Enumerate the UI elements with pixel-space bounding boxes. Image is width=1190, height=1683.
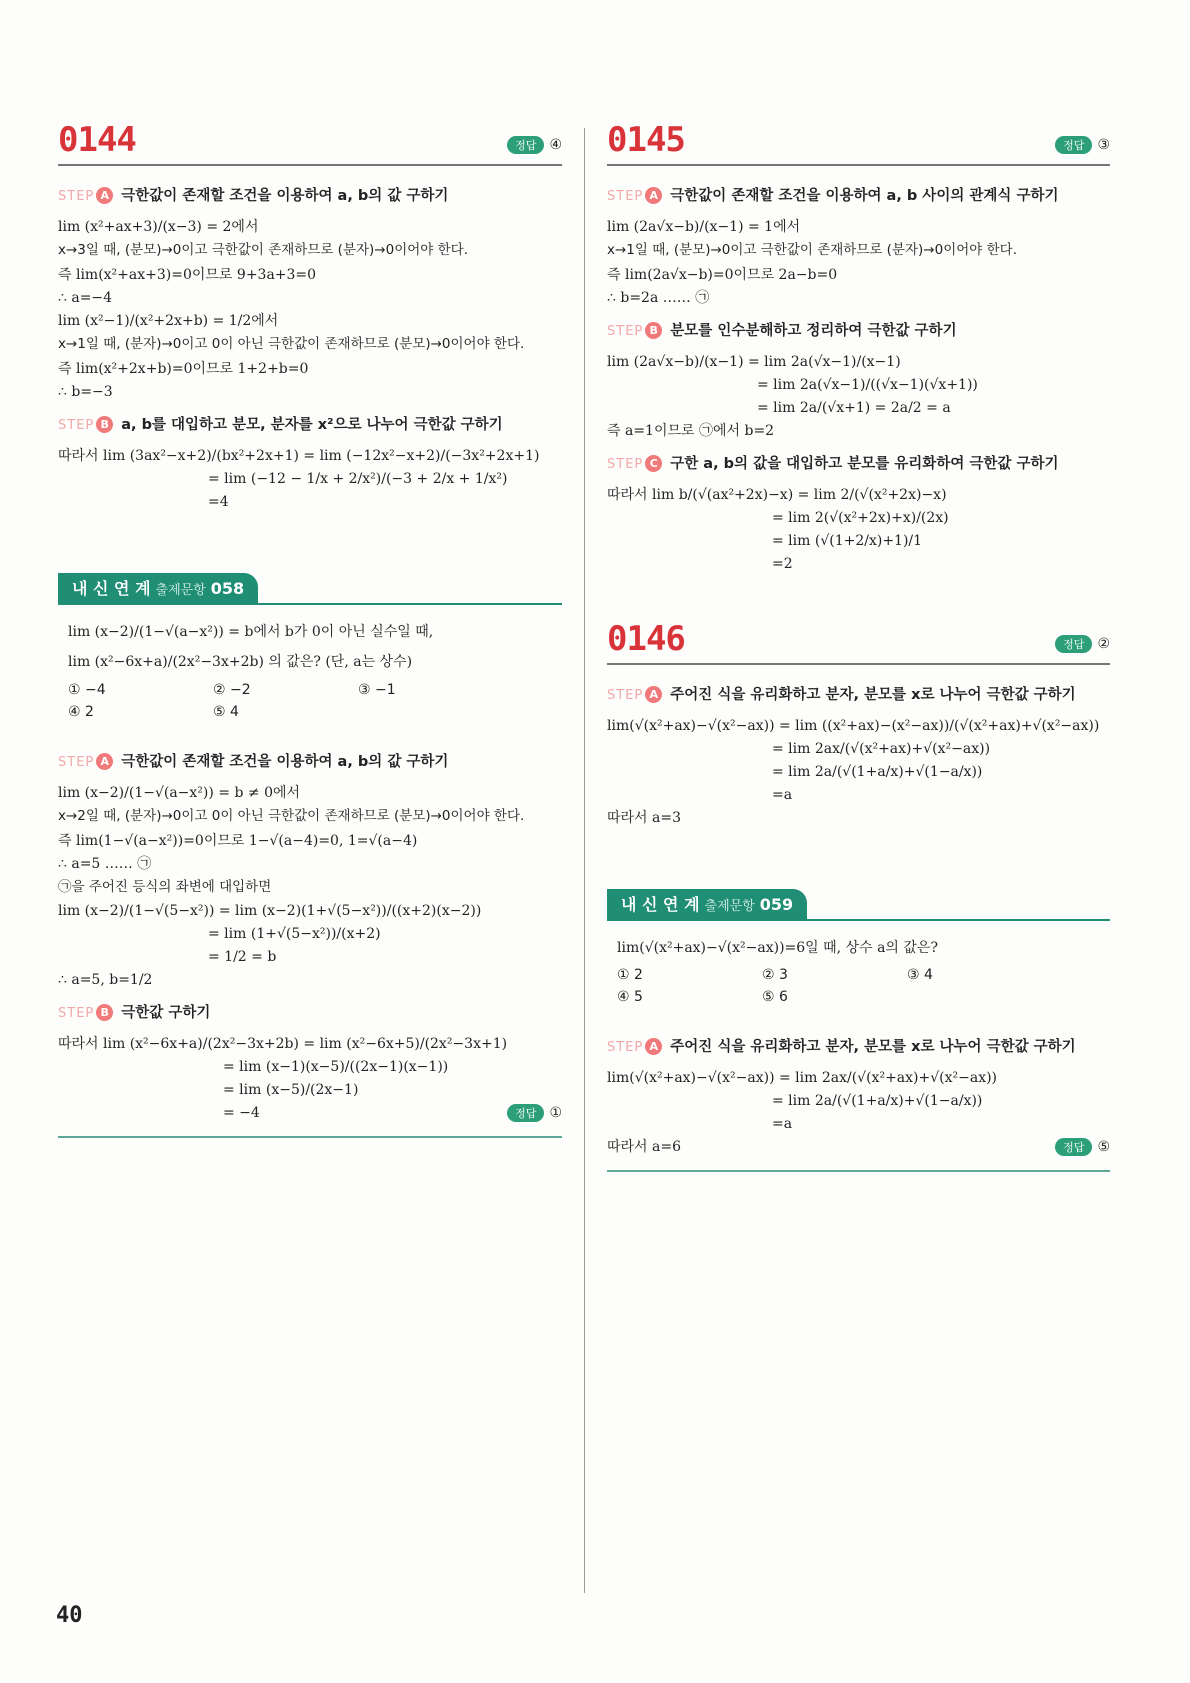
step-word: STEP	[607, 323, 644, 339]
problem-number: 0146	[607, 618, 685, 659]
math-line: = lim 2a/(√(1+a/x)+√(1−a/x))	[772, 1093, 983, 1110]
step-title: 극한값이 존재할 조건을 이용하여 a, b 사이의 관계식 구하기	[670, 188, 1059, 204]
math-line: =2	[772, 555, 793, 572]
question-line: lim (x²−6x+a)/(2x²−3x+2b) 의 값은? (단, a는 상수)	[68, 654, 413, 671]
step-word: STEP	[58, 417, 95, 433]
math-line: 따라서 lim (x²−6x+a)/(2x²−3x+2b) = lim (x²−6x+5)/(2x²−3x+1)	[58, 1036, 508, 1053]
answer-badge: 정답	[507, 136, 544, 154]
math-line: = lim (√(1+2/x)+1)/1	[772, 532, 923, 549]
final-answer	[607, 1138, 1110, 1156]
math-line: lim (x²−1)/(x²+2x+b) = 1/2에서	[58, 312, 279, 329]
math-line: ∴ b=−3	[58, 383, 113, 400]
math-line: = −4	[223, 1105, 260, 1122]
step-letter: C	[645, 455, 662, 472]
step-a-heading	[58, 184, 562, 205]
problem-header-0146	[607, 619, 1110, 665]
answer-value: ④	[549, 137, 562, 153]
column-divider	[584, 128, 585, 1593]
math-line: 따라서 a=3	[607, 809, 682, 826]
step-c-heading	[607, 452, 1110, 473]
naesin-number: 059	[759, 894, 794, 914]
math-line: lim (x−2)/(1−√(a−x²)) = b ≠ 0에서	[58, 784, 301, 801]
step-letter: A	[645, 686, 662, 703]
step-a-heading	[607, 1035, 1110, 1056]
step-letter: B	[96, 416, 113, 433]
choices	[617, 967, 1110, 1005]
step-title: a, b를 대입하고 분모, 분자를 x²으로 나누어 극한값 구하기	[121, 416, 503, 433]
math-line: 따라서 a=6	[607, 1139, 682, 1156]
math-line: lim (2a√x−b)/(x−1) = 1에서	[607, 219, 801, 235]
math-line: = lim 2a/(√(1+a/x)+√(1−a/x))	[772, 763, 983, 780]
question-line: lim(√(x²+ax)−√(x²−ax))=6일 때, 상수 a의 값은?	[617, 939, 938, 956]
answer-badge: 정답	[1055, 136, 1092, 154]
step-b-heading	[58, 1001, 562, 1022]
naesin-sub: 출제문항	[155, 582, 206, 598]
math-line: 즉 lim(2a√x−b)=0이므로 2a−b=0	[607, 266, 838, 283]
choice: ① −4	[68, 681, 106, 698]
math-line: 즉 a=1이므로 ㉠에서 b=2	[607, 422, 775, 439]
problem-header-0144	[58, 120, 562, 166]
math-line: = lim (1+√(5−x²))/(x+2)	[208, 926, 381, 943]
answer-value: ②	[1097, 635, 1110, 652]
step-word: STEP	[607, 456, 644, 472]
step-word: STEP	[58, 189, 95, 204]
step-b-heading	[58, 413, 562, 434]
choices	[68, 682, 562, 720]
left-column	[58, 120, 562, 1138]
math-line: ∴ a=5 …… ㉠	[58, 855, 152, 872]
step-title: 극한값이 존재할 조건을 이용하여 a, b의 값 구하기	[121, 188, 449, 204]
step-title: 주어진 식을 유리화하고 분자, 분모를 x로 나누어 극한값 구하기	[670, 1039, 1076, 1056]
math-line: = lim 2a/(√x+1) = 2a/2 = a	[757, 399, 951, 416]
step-a-heading	[607, 184, 1110, 205]
step-title: 분모를 인수분해하고 정리하여 극한값 구하기	[670, 322, 957, 339]
math-line: =a	[772, 1116, 793, 1133]
math-line: lim (x²+ax+3)/(x−3) = 2에서	[58, 219, 259, 235]
naesin-header-059	[607, 889, 1110, 923]
text-line: x→2일 때, (분자)→0이고 0이 아닌 극한값이 존재하므로 (분모)→0이어야 한다.	[58, 807, 525, 824]
naesin-box-text: 내 신 연 계	[72, 578, 151, 598]
math-line: = lim 2ax/(√(x²+ax)+√(x²−ax))	[772, 740, 991, 757]
step-letter: B	[96, 1004, 113, 1021]
math-line: =a	[772, 786, 793, 803]
step-b-heading	[607, 319, 1110, 340]
problem-number: 0145	[607, 120, 685, 160]
answer-value: ③	[1097, 137, 1110, 153]
question-line: lim (x−2)/(1−√(a−x²)) = b에서 b가 0이 아닌 실수일 때,	[68, 623, 434, 640]
section-rule	[58, 1136, 562, 1138]
math-line: lim (x−2)/(1−√(5−x²)) = lim (x−2)(1+√(5−x²))/((x+2)(x−2))	[58, 903, 482, 920]
choice: ③ 4	[907, 967, 933, 984]
math-line: 따라서 lim (3ax²−x+2)/(bx²+2x+1) = lim (−12x²−x+2)/(−3x²+2x+1)	[58, 447, 540, 464]
answer-tag	[507, 136, 562, 154]
text-line: x→1일 때, (분자)→0이고 0이 아닌 극한값이 존재하므로 (분모)→0이어야 한다.	[58, 335, 525, 352]
step-a-heading	[607, 683, 1110, 704]
answer-badge: 정답	[1055, 635, 1092, 653]
step-letter: A	[645, 187, 662, 204]
math-line: =4	[208, 493, 229, 510]
math-line: 즉 lim(1−√(a−x²))=0이므로 1−√(a−4)=0, 1=√(a−4)	[58, 832, 418, 849]
math-line: = lim 2(√(x²+2x)+x)/(2x)	[772, 509, 949, 526]
choice: ⑤ 4	[213, 703, 239, 720]
math-line: = 1/2 = b	[208, 949, 277, 966]
math-line: ∴ a=−4	[58, 289, 113, 306]
answer-tag	[1055, 635, 1110, 653]
step-letter: B	[645, 322, 662, 339]
page-number: 40	[56, 1603, 83, 1628]
choice: ② −2	[213, 681, 251, 698]
math-line: ∴ a=5, b=1/2	[58, 972, 153, 989]
math-line: ∴ b=2a …… ㉠	[607, 289, 710, 306]
answer-tag	[1055, 136, 1110, 154]
choice: ① 2	[617, 967, 643, 984]
math-line: 즉 lim(x²+2x+b)=0이므로 1+2+b=0	[58, 360, 309, 377]
step-title: 주어진 식을 유리화하고 분자, 분모를 x로 나누어 극한값 구하기	[670, 686, 1076, 703]
step-word: STEP	[607, 189, 644, 204]
step-word: STEP	[607, 687, 644, 703]
math-line: lim (2a√x−b)/(x−1) = lim 2a(√x−1)/(x−1)	[607, 353, 901, 370]
step-title: 극한값 구하기	[121, 1005, 211, 1022]
section-rule	[607, 1170, 1110, 1172]
naesin-label	[58, 573, 258, 605]
step-word: STEP	[58, 754, 95, 770]
math-line: 따라서 lim b/(√(ax²+2x)−x) = lim 2/(√(x²+2x)−x)	[607, 486, 947, 503]
problem-number: 0144	[58, 120, 136, 160]
math-line: lim(√(x²+ax)−√(x²−ax)) = lim 2ax/(√(x²+ax)+√(x²−ax))	[607, 1070, 998, 1087]
right-column	[607, 120, 1110, 1172]
choice: ⑤ 6	[762, 989, 788, 1006]
step-title: 극한값이 존재할 조건을 이용하여 a, b의 값 구하기	[121, 753, 449, 770]
choice: ② 3	[762, 967, 788, 984]
problem-header-0145	[607, 120, 1110, 166]
math-line: = lim (x−1)(x−5)/((2x−1)(x−1))	[223, 1059, 449, 1076]
math-line: = lim (x−5)/(2x−1)	[223, 1082, 359, 1099]
math-line: 즉 lim(x²+ax+3)=0이므로 9+3a+3=0	[58, 266, 317, 283]
naesin-label	[607, 889, 807, 921]
math-line: = lim 2a(√x−1)/((√x−1)(√x+1))	[757, 376, 978, 393]
math-line: lim(√(x²+ax)−√(x²−ax)) = lim ((x²+ax)−(x²−ax))/(√(x²+ax)+√(x²−ax))	[607, 717, 1100, 734]
naesin-sub: 출제문항	[704, 898, 755, 914]
naesin-number: 058	[210, 578, 245, 598]
answer-badge: 정답	[507, 1104, 544, 1122]
step-letter: A	[645, 1038, 662, 1055]
step-a-heading	[58, 750, 562, 771]
choice: ④ 2	[68, 703, 94, 720]
step-word: STEP	[607, 1040, 644, 1056]
choice: ③ −1	[358, 681, 396, 698]
step-title: 구한 a, b의 값을 대입하고 분모를 유리화하여 극한값 구하기	[670, 455, 1059, 472]
math-line: = lim (−12 − 1/x + 2/x²)/(−3 + 2/x + 1/x²)	[208, 470, 508, 487]
answer-badge: 정답	[1055, 1138, 1092, 1156]
text-line: x→1일 때, (분모)→0이고 극한값이 존재하므로 (분자)→0이어야 한다.	[607, 242, 1017, 258]
step-word: STEP	[58, 1006, 95, 1022]
step-letter: A	[96, 753, 113, 770]
text-line: x→3일 때, (분모)→0이고 극한값이 존재하므로 (분자)→0이어야 한다.	[58, 242, 468, 258]
choice: ④ 5	[617, 989, 643, 1006]
answer-value: ①	[549, 1105, 562, 1122]
step-letter: A	[96, 187, 113, 204]
text-line: ㉠을 주어진 등식의 좌변에 대입하면	[58, 878, 272, 895]
final-answer	[58, 1104, 562, 1122]
naesin-header-058	[58, 573, 562, 607]
naesin-box-text: 내 신 연 계	[621, 894, 700, 914]
answer-value: ⑤	[1097, 1139, 1110, 1156]
